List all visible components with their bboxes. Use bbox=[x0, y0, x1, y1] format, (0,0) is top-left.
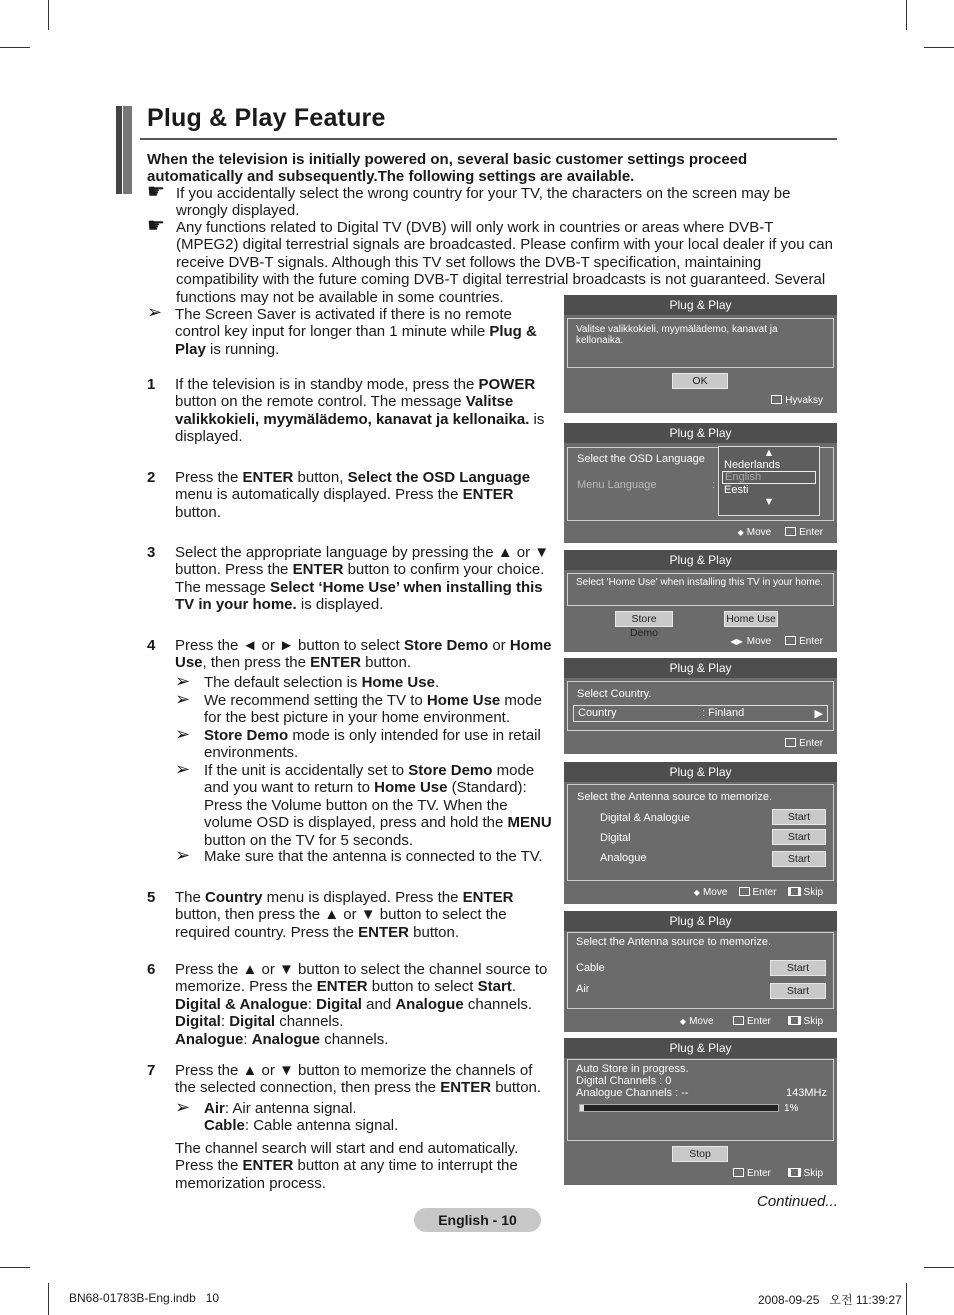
step-4-note-antenna: ➢ Make sure that the antenna is connected to the TV. bbox=[175, 845, 543, 865]
up-down-icon: ◆ bbox=[693, 888, 700, 897]
enter-icon bbox=[785, 738, 796, 747]
osd-country-box bbox=[567, 681, 834, 731]
crop-mark bbox=[906, 0, 907, 30]
crop-mark bbox=[906, 1283, 907, 1315]
crop-mark bbox=[924, 47, 954, 48]
osd-antenna-box bbox=[567, 932, 834, 1009]
title-divider bbox=[140, 138, 837, 140]
start-button[interactable]: Start bbox=[770, 983, 826, 999]
osd-antenna-box bbox=[567, 784, 834, 881]
up-down-icon: ◆ bbox=[679, 1017, 687, 1026]
left-right-icon: ◀▶ bbox=[730, 637, 743, 646]
note-dvb: ☛ Any functions related to Digital TV (DVB) will only work in countries or areas where DVB-T (MPEG2) digital terrestrial signals are broadcasted. Please confirm with your local dealer if you can receive DVB-T signals. Although this TV set follows the DVB-T specification, maintaining compatibility with the future coming DVB-T digital terrestrial broadcasts is not guaranteed. Several functions may not be available in some countries. bbox=[147, 215, 833, 306]
osd-panel-auto-store bbox=[564, 1038, 837, 1185]
frequency-readout: 143MHz bbox=[786, 1087, 827, 1099]
step-2: 2 Press the ENTER button, Select the OSD Language menu is automatically displayed. Press the ENTER button. bbox=[147, 469, 531, 521]
crop-mark bbox=[0, 1267, 30, 1268]
osd-panel-title: Plug & Play bbox=[564, 1038, 837, 1058]
menu-language-label: Menu Language bbox=[577, 479, 657, 491]
step-1: 1 If the television is in standby mode, press the POWER button on the remote control. The message Valitse valikkokieli, myymälädemo, kanavat ja kellonaika. is displayed. bbox=[147, 376, 545, 446]
skip-icon bbox=[788, 887, 801, 896]
osd-footer: ◆ Move Enter Skip bbox=[693, 887, 823, 898]
osd-panel-title: Plug & Play bbox=[564, 423, 837, 443]
osd-message-text: Valitse valikkokieli, myymälädemo, kanavat ja kellonaika. bbox=[576, 324, 778, 346]
osd-message-box bbox=[567, 573, 834, 606]
arrow-icon: ➢ bbox=[175, 724, 191, 744]
osd-panel-title: Plug & Play bbox=[564, 295, 837, 315]
crop-mark bbox=[924, 1267, 954, 1268]
auto-store-status: Auto Store in progress. bbox=[576, 1063, 689, 1075]
osd-message-text: Select the Antenna source to memorize. bbox=[576, 936, 772, 948]
digital-channels-count: Digital Channels : 0 bbox=[576, 1075, 672, 1087]
osd-panel-use-mode bbox=[564, 550, 837, 652]
step-6: 6 Press the ▲ or ▼ button to select the channel source to memorize. Press the ENTER button to select Start. Digital & Analogue: Digital and Analogue channels. Digital: Digital channels. Analogue: Analogue channels. bbox=[147, 961, 548, 1048]
source-air: Air bbox=[576, 983, 590, 995]
language-dropdown[interactable] bbox=[718, 446, 820, 516]
start-button[interactable]: Start bbox=[772, 809, 826, 825]
chevron-down-icon[interactable]: ▼ bbox=[763, 496, 775, 508]
language-option[interactable]: Nederlands bbox=[724, 459, 781, 471]
osd-footer: ◀▶ Move Enter bbox=[730, 636, 823, 647]
arrow-icon: ➢ bbox=[175, 1097, 191, 1117]
step-3: 3 Select the appropriate language by pressing the ▲ or ▼ button. Press the ENTER button to confirm your choice. The message Select ‘Home Use’ when installing this TV in your home. is displayed. bbox=[147, 544, 550, 614]
osd-progress-box bbox=[567, 1059, 834, 1141]
country-selector[interactable] bbox=[573, 705, 828, 722]
footer-file-info: BN68-01783B-Eng.indb 10 bbox=[69, 1291, 220, 1305]
arrow-icon: ➢ bbox=[175, 759, 191, 779]
progress-fill bbox=[580, 1105, 584, 1111]
language-option[interactable]: Eesti bbox=[724, 484, 749, 496]
osd-panel-title: Plug & Play bbox=[564, 911, 837, 931]
enter-icon bbox=[785, 527, 796, 536]
start-button[interactable]: Start bbox=[770, 960, 826, 976]
osd-panel-antenna-source bbox=[564, 762, 837, 904]
enter-icon bbox=[785, 636, 796, 645]
start-button[interactable]: Start bbox=[772, 851, 826, 867]
store-demo-button[interactable]: Store Demo bbox=[615, 611, 673, 627]
pointing-hand-icon: ☛ bbox=[147, 215, 165, 237]
osd-panel-cable-air bbox=[564, 911, 837, 1032]
start-button[interactable]: Start bbox=[772, 829, 826, 845]
arrow-icon: ➢ bbox=[147, 302, 163, 322]
step-4: 4 Press the ◄ or ► button to select Store Demo or Home Use, then press the ENTER button. bbox=[147, 637, 552, 672]
step-4-note-return: ➢ If the unit is accidentally set to Store Demo mode and you want to return to Home Use (Standard): Press the Volume button on the TV. When the volume OSD is displayed, press and hold the MENU button on the TV for 5 seconds. bbox=[175, 759, 552, 849]
intro-text: When the television is initially powered on, several basic customer settings proceed automatically and subsequently.The following settings are available. bbox=[147, 151, 748, 185]
step-7-search-info: The channel search will start and end automatically. Press the ENTER button at any time to interrupt the memorization process. bbox=[175, 1140, 519, 1192]
source-digital-analogue: Digital & Analogue bbox=[600, 812, 690, 824]
osd-message-text: Select 'Home Use' when installing this TV in your home. bbox=[576, 577, 824, 588]
note-wrong-country: ☛ If you accidentally select the wrong country for your TV, the characters on the screen may be wrongly displayed. bbox=[147, 181, 791, 220]
osd-panel-title: Plug & Play bbox=[564, 550, 837, 570]
osd-footer: Enter Skip bbox=[733, 1168, 823, 1179]
continued-label: Continued... bbox=[757, 1193, 838, 1210]
skip-icon bbox=[788, 1168, 801, 1177]
chevron-up-icon[interactable]: ▲ bbox=[763, 447, 775, 459]
country-value: : Finland bbox=[702, 707, 745, 719]
step-4-note-default: ➢ The default selection is Home Use. bbox=[175, 671, 440, 691]
osd-panel-country bbox=[564, 658, 837, 754]
osd-footer: ◆ Move Enter Skip bbox=[679, 1016, 823, 1027]
osd-footer: ◆ Move Enter bbox=[737, 527, 823, 538]
title-side-bar bbox=[116, 106, 122, 194]
step-7: 7 Press the ▲ or ▼ button to memorize the channels of the selected connection, then press the ENTER button. bbox=[147, 1062, 542, 1097]
osd-panel-osd-language bbox=[564, 423, 837, 543]
progress-percent: 1% bbox=[784, 1103, 799, 1114]
osd-panel-title: Plug & Play bbox=[564, 658, 837, 678]
enter-icon bbox=[733, 1016, 744, 1025]
osd-language-box bbox=[567, 447, 834, 521]
osd-message-box bbox=[567, 318, 834, 368]
source-cable: Cable bbox=[576, 962, 605, 974]
osd-footer: Hyvaksy bbox=[771, 395, 823, 406]
source-analogue: Analogue bbox=[600, 852, 647, 864]
arrow-icon: ➢ bbox=[175, 689, 191, 709]
osd-message-text: Select Country. bbox=[577, 688, 652, 700]
enter-icon bbox=[733, 1168, 744, 1177]
stop-button[interactable]: Stop bbox=[672, 1146, 728, 1162]
step-4-note-recommend: ➢ We recommend setting the TV to Home Use mode for the best picture in your home environment. bbox=[175, 689, 542, 727]
up-down-icon: ◆ bbox=[737, 528, 744, 537]
osd-panel-title: Plug & Play bbox=[564, 762, 837, 782]
skip-icon bbox=[788, 1016, 801, 1025]
source-digital: Digital bbox=[600, 832, 631, 844]
page-title: Plug & Play Feature bbox=[147, 104, 386, 132]
step-7-note-antenna: ➢ Air: Air antenna signal. Cable: Cable antenna signal. bbox=[175, 1097, 399, 1135]
step-5: 5 The Country menu is displayed. Press the ENTER button, then press the ▲ or ▼ button to select the required country. Press the ENTER button. bbox=[147, 889, 514, 941]
home-use-button[interactable]: Home Use bbox=[724, 611, 778, 627]
crop-mark bbox=[48, 1283, 49, 1315]
arrow-icon: ➢ bbox=[175, 845, 191, 865]
osd-panel-language-message bbox=[564, 295, 837, 413]
progress-bar bbox=[579, 1104, 779, 1112]
pointing-hand-icon: ☛ bbox=[147, 181, 165, 203]
menu-language-colon: : bbox=[712, 479, 716, 491]
osd-footer: Enter bbox=[785, 738, 823, 749]
chevron-right-icon[interactable]: ▶ bbox=[814, 708, 823, 720]
crop-mark bbox=[48, 0, 49, 30]
osd-message-text: Select the Antenna source to memorize. bbox=[577, 791, 773, 803]
osd-language-label: Select the OSD Language bbox=[577, 453, 705, 465]
language-option-selected[interactable]: English bbox=[722, 471, 816, 484]
osd-ok-button[interactable]: OK bbox=[672, 373, 728, 389]
title-side-bar bbox=[123, 106, 132, 194]
step-4-note-store-demo: ➢ Store Demo mode is only intended for use in retail environments. bbox=[175, 724, 541, 762]
country-label: Country bbox=[578, 707, 617, 719]
enter-icon bbox=[739, 887, 750, 896]
analogue-channels-count: Analogue Channels : -- bbox=[576, 1087, 689, 1099]
note-screensaver: ➢ The Screen Saver is activated if there is no remote control key input for longer than 1 minute while Plug & Play is running. bbox=[147, 302, 537, 358]
crop-mark bbox=[0, 47, 30, 48]
arrow-icon: ➢ bbox=[175, 671, 191, 691]
enter-icon bbox=[771, 395, 782, 404]
footer-timestamp: 2008-09-25 오전 11:39:27 bbox=[758, 1293, 902, 1307]
page-number-badge: English - 10 bbox=[414, 1208, 541, 1232]
